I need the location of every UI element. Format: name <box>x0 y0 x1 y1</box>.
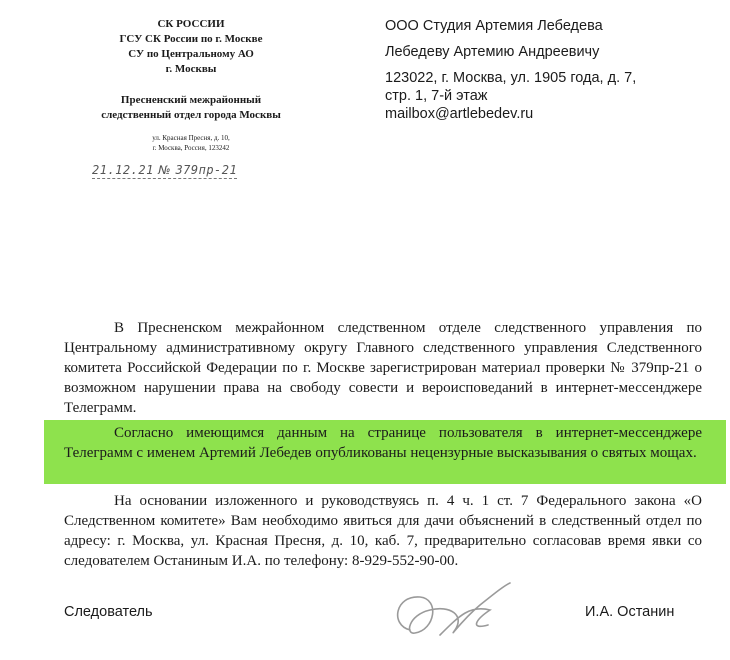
paragraph-1-text: В Пресненском межрайонном следственном отделе следственного управления по Центральному административному округу Главного следственного управления Следственного комитета Российской Федерации по г. Москве зарегистрирован материал проверки № 379пр-21 о возможном нарушении права на свободу совести и вероисповеданий в интернет-мессенджере Телеграмм. <box>64 320 702 416</box>
recipient-person: Лебедеву Артемию Андреевичу <box>385 44 600 60</box>
registration-number: 379пр-21 <box>175 163 238 177</box>
sender-dept-line2: следственный отдел города Москвы <box>101 109 281 121</box>
sender-org-line1: СК РОССИИ <box>157 18 225 30</box>
sender-addr-line2: г. Москва, Россия, 123242 <box>152 144 230 152</box>
handwritten-signature <box>370 575 520 655</box>
sender-addr-line1: ул. Красная Пресня, д. 10, <box>152 134 230 142</box>
signature-name: И.А. Останин <box>585 604 675 620</box>
recipient-address-line1: 123022, г. Москва, ул. 1905 года, д. 7, <box>385 70 637 86</box>
body-paragraph-2-highlighted <box>64 423 702 463</box>
registration-date: 21.12.21 <box>92 163 154 177</box>
recipient-email: mailbox@artlebedev.ru <box>385 106 534 122</box>
sender-org-line2: ГСУ СК России по г. Москве <box>119 33 263 45</box>
recipient-company: ООО Студия Артемия Лебедева <box>385 18 603 34</box>
sender-dept-line1: Пресненский межрайонный <box>120 94 262 106</box>
signature-title: Следователь <box>64 604 153 620</box>
paragraph-2-text: Согласно имеющимся данным на странице пользователя в интернет-мессенджере Телеграмм с именем Артемий Лебедев опубликованы нецензурные высказывания о святых мощах. <box>64 425 702 461</box>
recipient-block <box>385 17 636 123</box>
body-paragraph-3 <box>64 491 702 571</box>
recipient-address-line2: стр. 1, 7-й этаж <box>385 88 488 104</box>
registration-number-prefix: № <box>158 163 172 177</box>
sender-org-line4: г. Москвы <box>165 63 217 75</box>
registration-line <box>92 163 237 177</box>
sender-org-line3: СУ по Центральному АО <box>128 48 254 60</box>
sender-block <box>60 17 322 153</box>
body-paragraph-1 <box>64 318 702 418</box>
paragraph-3-text: На основании изложенного и руководствуясь п. 4 ч. 1 ст. 7 Федерального закона «О Следственном комитете» Вам необходимо явиться для дачи объяснений в следственный отдел по адресу: г. Москва, ул. Красная Пресня, д. 10, каб. 7, предварительно согласовав время явки со следователем Останиным И.А. по телефону: 8-929-552-90-00. <box>64 493 702 569</box>
